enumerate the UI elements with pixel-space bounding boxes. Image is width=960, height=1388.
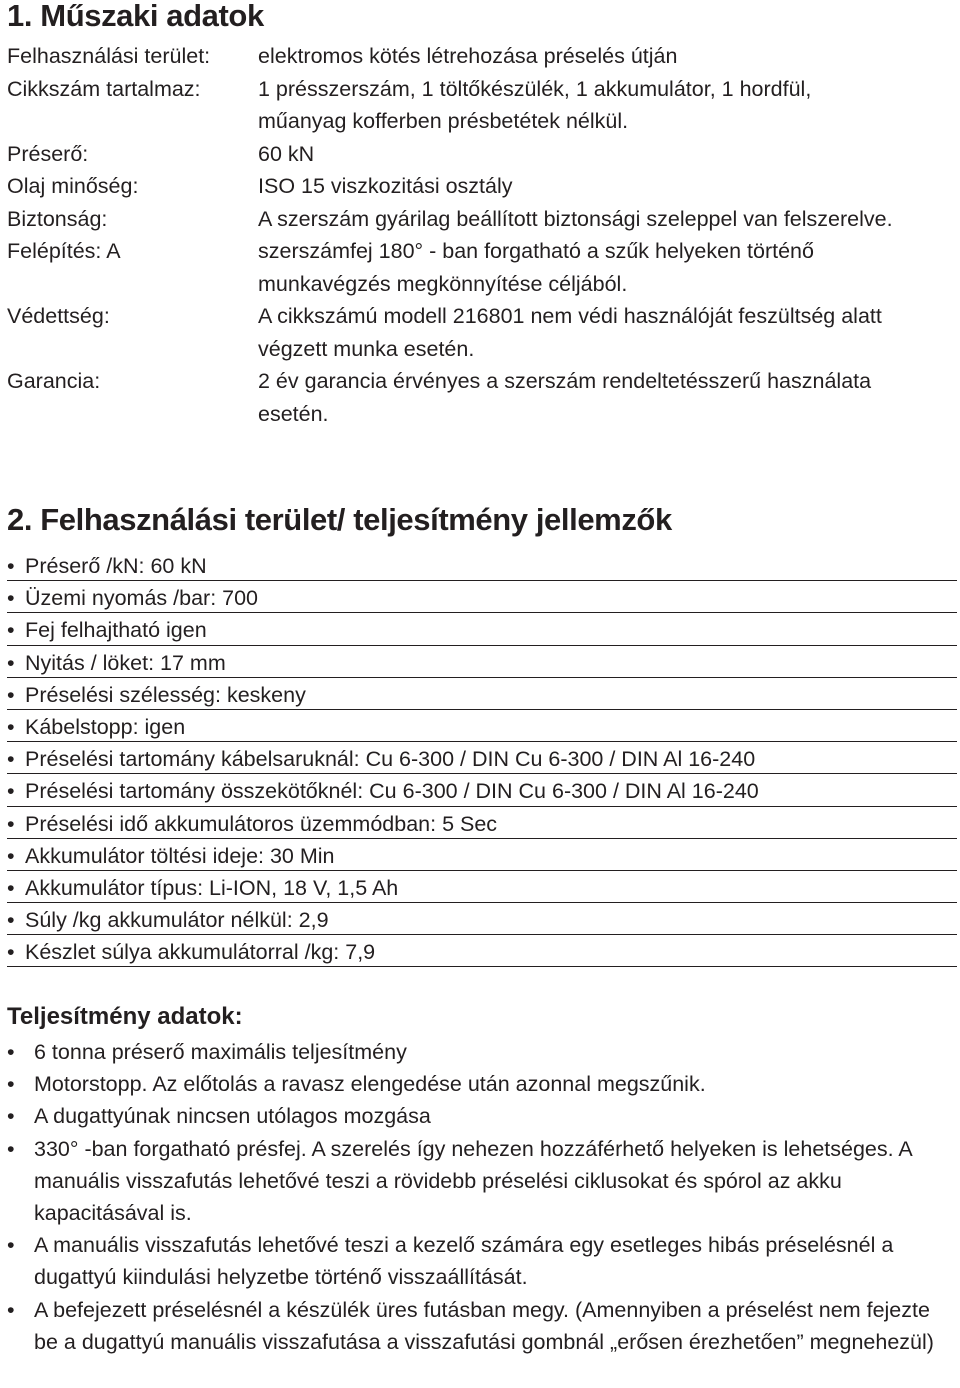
feature-item: • Préselési tartomány összekötőknél: Cu 6-300 / DIN Cu 6-300 / DIN Al 16-240 — [7, 774, 957, 806]
spec-value: 1 présszerszám, 1 töltőkészülék, 1 akkumulátor, 1 hordfül, műanyag kofferben présbetétek nélkül. — [258, 76, 812, 133]
performance-item: • 330° -ban forgatható présfej. A szerelés így nehezen hozzáférhető helyeken is lehetséges. A manuális visszafutás lehetővé teszi a rövidebb préselési ciklusokat és spórol az akku kapacitásával is. — [7, 1133, 957, 1230]
performance-item: • 6 tonna préserő maximális teljesítmény — [7, 1036, 957, 1068]
spec-row — [7, 170, 957, 203]
spec-label: Védettség: — [7, 304, 110, 328]
section1-heading: 1. Műszaki adatok — [7, 0, 264, 33]
spec-label: Garancia: — [7, 369, 101, 393]
feature-item: • Készlet súlya akkumulátorral /kg: 7,9 — [7, 935, 957, 967]
feature-item: • Kábelstopp: igen — [7, 710, 957, 742]
performance-item: • A befejezett préselésnél a készülék üres futásban megy. (Amennyiben a préselést nem fejezte be a dugattyú manuális visszafutása a visszafutási gombnál „erősen érezhetően” megnehezül) — [7, 1294, 957, 1358]
feature-item: • Akkumulátor típus: Li-ION, 18 V, 1,5 Ah — [7, 871, 957, 903]
feature-item: • Préserő /kN: 60 kN — [7, 549, 957, 581]
spec-value: A cikkszámú modell 216801 nem védi használóját feszültség alatt végzett munka esetén. — [258, 304, 882, 361]
feature-item: • Préselési szélesség: keskeny — [7, 678, 957, 710]
spec-label: Préserő: — [7, 141, 89, 166]
spec-label: Cikkszám tartalmaz: — [7, 76, 201, 101]
spec-row — [7, 40, 957, 73]
feature-list — [7, 549, 957, 967]
feature-item: • Súly /kg akkumulátor nélkül: 2,9 — [7, 903, 957, 935]
feature-item: • Fej felhajtható igen — [7, 613, 957, 645]
spec-value: elektromos kötés létrehozása préselés útján — [258, 44, 678, 68]
feature-item: • Üzemi nyomás /bar: 700 — [7, 581, 957, 613]
feature-item: • Préselési tartomány kábelsaruknál: Cu 6-300 / DIN Cu 6-300 / DIN Al 16-240 — [7, 742, 957, 774]
performance-item: • Motorstopp. Az előtolás a ravasz elengedése után azonnal megszűnik. — [7, 1068, 957, 1100]
feature-item: • Akkumulátor töltési ideje: 30 Min — [7, 839, 957, 871]
performance-item: • A dugattyúnak nincsen utólagos mozgása — [7, 1100, 957, 1132]
spec-label: Felépítés: A — [7, 239, 121, 263]
section2-heading: 2. Felhasználási terület/ teljesítmény jellemzők — [7, 502, 672, 537]
spec-value: szerszámfej 180° - ban forgatható a szűk helyeken történő munkavégzés megkönnyítése céljából. — [258, 239, 814, 296]
section3-heading: Teljesítmény adatok: — [7, 1003, 243, 1030]
spec-row — [7, 235, 957, 300]
spec-row — [7, 365, 957, 430]
performance-list — [7, 1036, 957, 1358]
spec-row — [7, 73, 957, 138]
performance-item: • A manuális visszafutás lehetővé teszi a kezelő számára egy esetleges hibás préselésnél a dugattyú kiindulási helyzetbe történő visszaállítását. — [7, 1229, 957, 1293]
spec-row — [7, 300, 957, 365]
spec-value: ISO 15 viszkozitási osztály — [258, 174, 513, 198]
spec-row — [7, 138, 957, 171]
spec-value: A szerszám gyárilag beállított biztonsági szeleppel van felszerelve. — [258, 206, 893, 231]
feature-item: • Nyitás / löket: 17 mm — [7, 646, 957, 678]
spec-label: Felhasználási terület: — [7, 44, 211, 68]
spec-row — [7, 203, 957, 236]
spec-value: 60 kN — [258, 141, 315, 166]
feature-item: • Préselési idő akkumulátoros üzemmódban: 5 Sec — [7, 807, 957, 839]
spec-label: Olaj minőség: — [7, 174, 139, 198]
spec-label: Biztonság: — [7, 206, 108, 231]
spec-table — [7, 40, 957, 430]
spec-value: 2 év garancia érvényes a szerszám rendeltetésszerű használata esetén. — [258, 369, 872, 426]
